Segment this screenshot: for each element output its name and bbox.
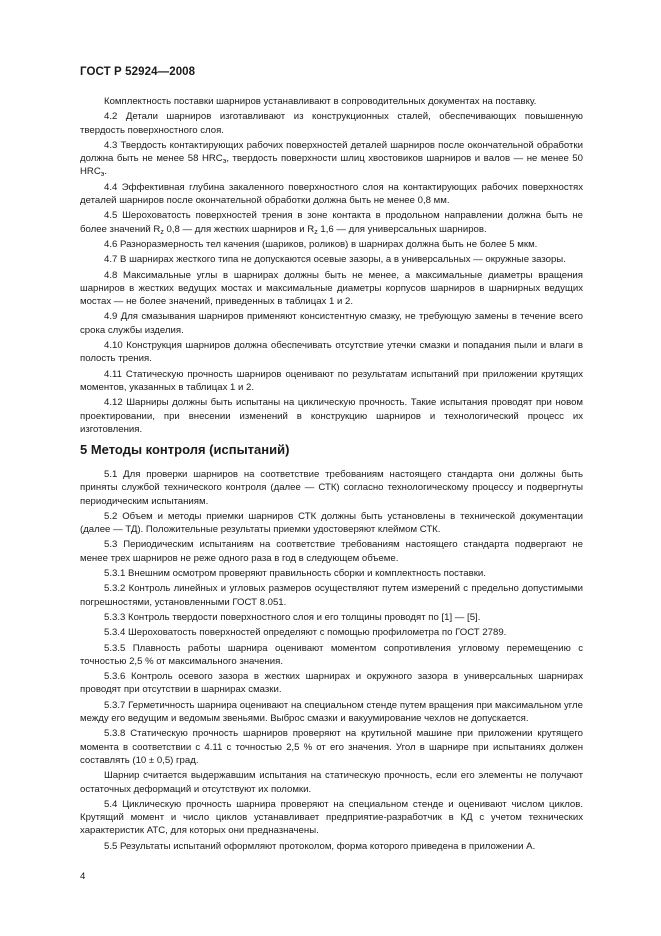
paragraph: 4.7 В шарнирах жесткого типа не допускаются осевые зазоры, а в универсальных — окружные зазоры. bbox=[104, 254, 566, 266]
paragraph: 5.3.7 Герметичность шарнира оценивают на специальном стенде путем вращения при максимальном угле между его ведущим и ведомым звеньями. Выброс смазки и вакуумирование чехлов не допускается. bbox=[80, 699, 583, 725]
paragraph: 4.8 Максимальные углы в шарнирах должны быть не менее, а максимальные диаметры вращения шарниров в жестких ведущих мостах и максимальные диаметры корпусов шарниров в шарнирных ведущих мостах — не более значений, приведенных в таблицах 1 и 2. bbox=[80, 269, 583, 308]
paragraph: 4.11 Статическую прочность шарниров оценивают по результатам испытаний при приложении крутящих моментов, указанных в таблицах 1 и 2. bbox=[80, 368, 583, 393]
paragraph: 4.4 Эффективная глубина закаленного поверхностного слоя на контактирующих рабочих поверхностях деталей шарниров после окончательной обработки должна быть не менее 0,8 мм. bbox=[80, 181, 583, 207]
paragraph-4-3: 4.3 Твердость контактирующих рабочих поверхностей деталей шарниров после окончательной обработки должна быть не менее 58 $HRC_э$, твердость поверхности шлиц хвостовиков шарниров и валов — не менее 50 $HRC_э$. bbox=[80, 139, 583, 179]
paragraph: 5.4 Циклическую прочность шарнира проверяют на специальном стенде и оценивают числом циклов. Крутящий момент и число циклов устанавливает предприятие-разработчик в КД с учетом технических характеристик АТС, для которых они предназначены. bbox=[80, 798, 583, 837]
paragraph: 5.2 Объем и методы приемки шарниров СТК должны быть установлены в технической документации (далее — ТД). Положительные результаты приемки удостоверяют клеймом СТК. bbox=[80, 510, 583, 536]
section-4-body bbox=[80, 95, 583, 438]
paragraph: 5.3.1 Внешним осмотром проверяют правильность сборки и комплектность поставки. bbox=[104, 568, 486, 580]
paragraph: 4.2 Детали шарниров изготавливают из конструкционных сталей, обеспечивающих повышенную твердость поверхностного слоя. bbox=[80, 111, 583, 136]
document-header: ГОСТ Р 52924—2008 bbox=[80, 66, 196, 78]
paragraph: 5.1 Для проверки шарниров на соответствие требованиям настоящего стандарта они должны быть приняты службой технического контроля (далее — СТК) согласно технологическому процессу и подвергнуты периодическим испытаниям. bbox=[80, 469, 583, 507]
paragraph: 5.3.8 Статическую прочность шарниров проверяют на крутильной машине при приложении крутящего момента в соответствии с 4.11 с точностью 2,5 % от его значения. Угол в шарнире при испытаниях должен составлять (10 ± 0,5) град. bbox=[80, 728, 583, 766]
paragraph: 5.5 Результаты испытаний оформляют протоколом, форма которого приведена в приложении А. bbox=[104, 840, 536, 852]
paragraph: 4.9 Для смазывания шарниров применяют консистентную смазку, не требующую замены в течение всего срока службы изделия. bbox=[80, 311, 583, 336]
paragraph: 5.3.3 Контроль твердости поверхностного слоя и его толщины проводят по [1] — [5]. bbox=[104, 611, 481, 623]
paragraph: 4.12 Шарниры должны быть испытаны на циклическую прочность. Такие испытания проводят при новом проектировании, при внесении изменений в конструкцию шарниров и технологический процесс их изготовления. bbox=[80, 397, 583, 435]
paragraph: 4.10 Конструкция шарниров должна обеспечивать отсутствие утечки смазки и попадания пыли и влаги в полость трения. bbox=[80, 340, 583, 365]
page-number: 4 bbox=[80, 871, 86, 882]
paragraph: 4.6 Разноразмерность тел качения (шариков, роликов) в шарнирах должна быть не более 5 мкм. bbox=[104, 238, 538, 250]
paragraph: 5.3.5 Плавность работы шарнира оценивают моментом сопротивления угловому перемещению с точностью 2,5 % от максимального значения. bbox=[80, 642, 583, 667]
paragraph: 5.3.2 Контроль линейных и угловых размеров осуществляют путем измерений с предельно допустимыми погрешностями, установленными ГОСТ 8.051. bbox=[80, 583, 583, 608]
section-5-title: 5 Методы контроля (испытаний) bbox=[80, 442, 290, 457]
paragraph-4-5: 4.5 Шероховатость поверхностей трения в зоне контакта в продольном направлении должна быть не более значений $R_z$ 0,8 — для жестких шарниров и $R_z$ 1,6 — для универсальных шарниров. bbox=[80, 210, 583, 236]
paragraph: Комплектность поставки шарниров устанавливают в сопроводительных документах на поставку. bbox=[104, 96, 537, 107]
paragraph: 5.3.4 Шероховатость поверхностей определяют с помощью профилометра по ГОСТ 2789. bbox=[104, 627, 507, 639]
paragraph: 5.3.6 Контроль осевого зазора в жестких шарнирах и окружного зазора в универсальных шарнирах проводят при отсутствии в шарнирах смазки. bbox=[80, 671, 583, 696]
section-5-body bbox=[80, 468, 583, 855]
paragraph: 5.3 Периодическим испытаниям на соответствие требованиям настоящего стандарта подвергают не менее трех шарниров не реже одного раза в год в следующем объеме. bbox=[80, 539, 583, 564]
paragraph: Шарнир считается выдержавшим испытания на статическую прочность, если его элементы не получают остаточных деформаций и отсутствуют их поломки. bbox=[80, 770, 583, 795]
